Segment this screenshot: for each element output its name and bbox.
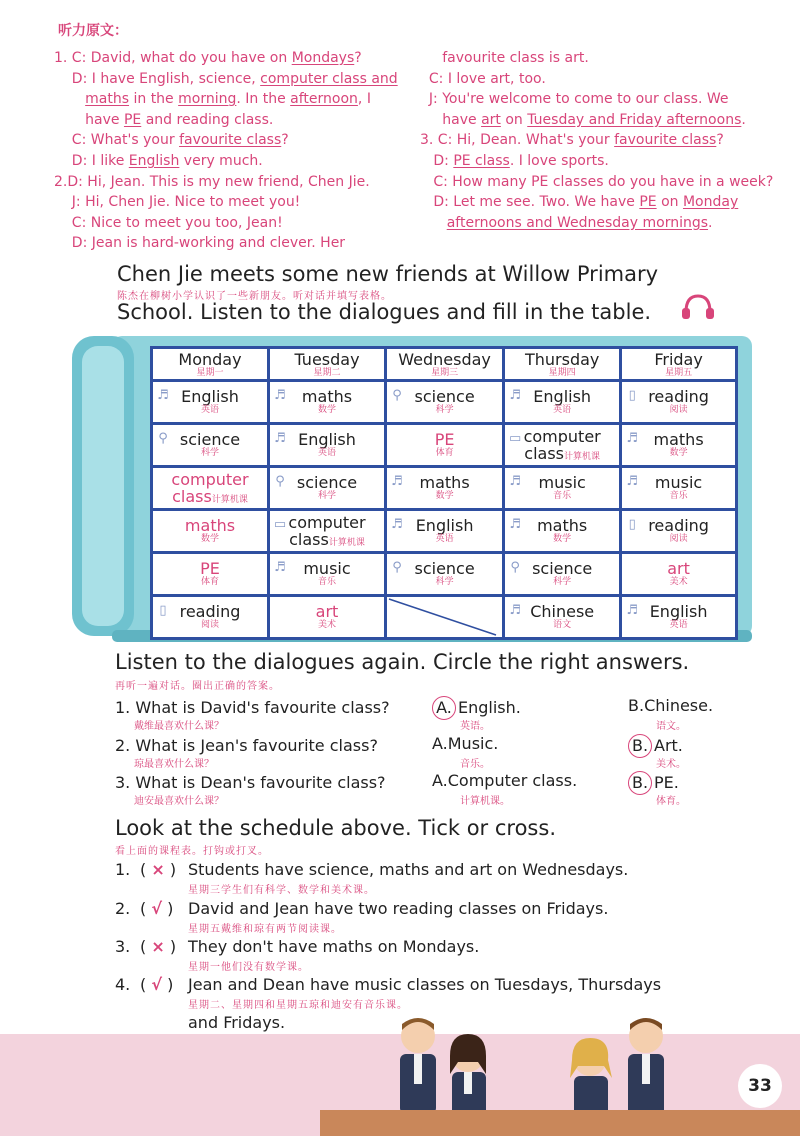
section2-chinese-instruction: 再听一遍对话。圈出正确的答案。 <box>115 681 280 692</box>
transcript-answer-underlined: art <box>481 111 501 128</box>
subject-name-chinese: 英语 <box>200 405 219 415</box>
subject-icon: ♬ <box>509 388 521 403</box>
class-schedule-table <box>150 346 738 640</box>
subject-icon: ⚲ <box>275 474 285 489</box>
subject-name: PE <box>200 559 220 578</box>
subject-icon: ♬ <box>274 388 286 403</box>
subject-icon: ♬ <box>626 603 638 618</box>
subject-icon: ▯ <box>628 517 636 532</box>
subject-name-chinese: 美术 <box>317 620 336 630</box>
class-cell <box>504 424 621 467</box>
transcript-text: C: Nice to meet you too, Jean! <box>54 214 283 231</box>
subject-icon: ♬ <box>509 474 521 489</box>
transcript-text: . I love sports. <box>509 152 609 169</box>
class-cell <box>152 596 269 639</box>
subject-icon: ♬ <box>274 560 286 575</box>
subject-icon: ♬ <box>509 517 521 532</box>
transcript-text: very much. <box>179 152 263 169</box>
statement-number: 3. <box>115 937 131 956</box>
question-chinese: 戴维最喜欢什么课？ <box>134 721 224 732</box>
transcript-line <box>54 172 414 193</box>
option-a[interactable] <box>432 734 498 753</box>
subject-name-line2: class <box>172 486 212 506</box>
subject-name-chinese: 数学 <box>200 534 219 544</box>
subject-icon: ♬ <box>509 603 521 618</box>
transcript-answer-underlined: Monday <box>682 194 739 211</box>
subject-name-chinese: 计算机课 <box>564 451 601 462</box>
subject-name: computer <box>523 426 601 446</box>
transcript-answer-underlined: English <box>128 152 180 169</box>
subject-name: science <box>414 387 475 406</box>
option-a-chinese: 英语。 <box>460 721 490 732</box>
transcript-right-column <box>420 48 790 233</box>
transcript-text: on <box>656 194 683 211</box>
schedule-row <box>152 510 737 553</box>
students-illustration-right <box>560 1014 690 1124</box>
option-b-letter: B. <box>628 696 645 715</box>
transcript-text: 3. C: Hi, Dean. What's your <box>420 132 615 149</box>
subject-name-chinese: 科学 <box>435 405 454 415</box>
subject-name: science <box>414 559 475 578</box>
statement-text: Students have science, maths and art on Wednesdays. <box>188 860 629 879</box>
subject-name-chinese: 阅读 <box>669 405 688 415</box>
bracket-close: ) <box>164 860 177 879</box>
subject-icon: ⚲ <box>392 388 402 403</box>
page-number: 33 <box>738 1064 782 1108</box>
option-b-text: Art. <box>654 736 683 755</box>
subject-name: computer <box>288 512 366 532</box>
subject-icon: ♬ <box>626 431 638 446</box>
option-a-letter: A. <box>432 734 448 753</box>
day-name-chinese: 星期二 <box>313 367 341 378</box>
subject-name-chinese: 英语 <box>553 405 572 415</box>
option-a-chinese: 音乐。 <box>460 759 490 770</box>
statement-text: Jean and Dean have music classes on Tuesdays, Thursdays <box>188 975 662 994</box>
subject-icon: ▯ <box>159 603 167 618</box>
option-a-chinese: 计算机课。 <box>460 796 510 807</box>
empty-cell <box>386 596 504 639</box>
subject-icon: ⚲ <box>158 431 168 446</box>
transcript-line <box>54 69 414 90</box>
day-header <box>504 348 621 381</box>
subject-name-chinese: 阅读 <box>200 620 219 630</box>
schedule-row <box>152 381 737 424</box>
diagonal-line <box>387 597 498 637</box>
transcript-line <box>420 151 790 172</box>
transcript-text: have <box>420 111 482 128</box>
transcript-line <box>420 89 790 110</box>
transcript-line <box>54 48 414 69</box>
transcript-text: . In the <box>236 91 291 108</box>
subject-name: art <box>667 559 690 578</box>
option-b-text: Chinese. <box>644 696 714 715</box>
transcript-answer-underlined: afternoons and Wednesday mornings <box>446 214 709 231</box>
section1-title-line1: Chen Jie meets some new friends at Willow Primary <box>117 262 659 286</box>
transcript-text: have <box>54 111 124 128</box>
subject-name: science <box>179 430 241 449</box>
transcript-text: C: I love art, too. <box>420 70 546 87</box>
day-header <box>269 348 386 381</box>
subject-name: music <box>538 473 586 492</box>
transcript-text: . <box>741 111 746 128</box>
answer-bracket[interactable] <box>140 975 173 994</box>
transcript-text: D: Jean is hard-working and clever. Her <box>54 235 346 252</box>
bracket-open: ( <box>140 937 152 956</box>
transcript-line <box>54 233 414 254</box>
schedule-row <box>152 467 737 510</box>
option-b-chinese: 语文。 <box>656 721 686 732</box>
subject-name-chinese: 科学 <box>200 448 219 458</box>
subject-name: English <box>649 602 708 621</box>
class-cell <box>386 553 504 596</box>
subject-name: English <box>298 430 356 449</box>
schedule-row <box>152 553 737 596</box>
day-name: Thursday <box>524 349 600 369</box>
class-cell <box>386 510 504 553</box>
transcript-text: ? <box>354 50 362 66</box>
class-cell <box>152 553 269 596</box>
subject-name: PE <box>434 430 455 449</box>
transcript-text: D: I have English, science, <box>54 70 261 87</box>
transcript-left-column <box>54 48 414 254</box>
transcript-text: D: I like <box>54 152 129 169</box>
schedule-row <box>152 424 737 467</box>
day-name-chinese: 星期三 <box>431 367 459 378</box>
class-cell <box>152 510 269 553</box>
option-a-text: English. <box>458 698 521 717</box>
transcript-answer-underlined: computer class and <box>260 70 398 87</box>
transcript-line <box>420 213 790 234</box>
day-name: Tuesday <box>294 349 360 369</box>
subject-name-chinese: 英语 <box>317 448 336 458</box>
transcript-line <box>54 89 414 110</box>
transcript-text: on <box>500 111 528 128</box>
transcript-text: ? <box>716 132 724 149</box>
subject-name: reading <box>179 602 241 621</box>
day-name: Wednesday <box>398 349 491 369</box>
statement-number: 1. <box>115 860 131 879</box>
class-cell <box>621 553 737 596</box>
question-text: 2. What is Jean's favourite class? <box>115 736 378 755</box>
option-a-letter: A. <box>432 771 448 790</box>
day-name-chinese: 星期一 <box>196 367 224 378</box>
transcript-answer-underlined: maths <box>85 91 130 108</box>
subject-name: maths <box>419 473 470 492</box>
transcript-title: 听力原文： <box>58 23 128 39</box>
subject-name-chinese: 体育 <box>200 577 219 587</box>
subject-icon: ▭ <box>273 517 287 532</box>
transcript-text: , I <box>357 91 371 108</box>
transcript-text: D: <box>420 152 454 169</box>
class-cell <box>152 381 269 424</box>
subject-name-line2: class <box>289 529 329 549</box>
subject-icon: ♬ <box>157 388 169 403</box>
subject-name: reading <box>648 387 709 406</box>
transcript-line <box>420 69 790 90</box>
option-a-text: Music. <box>447 734 499 753</box>
transcript-answer-underlined: favourite class <box>614 132 717 149</box>
bracket-open: ( <box>140 860 152 879</box>
subject-name: reading <box>648 516 709 535</box>
transcript-line <box>54 110 414 131</box>
transcript-line <box>420 130 790 151</box>
transcript-text: D: Let me see. Two. We have <box>420 194 640 211</box>
option-b-chinese: 美术。 <box>656 759 686 770</box>
class-cell <box>621 596 737 639</box>
option-a[interactable] <box>432 771 577 790</box>
class-cell <box>504 510 621 553</box>
transcript-answer-underlined: morning <box>178 91 237 108</box>
class-cell <box>269 596 386 639</box>
subject-name: science <box>296 473 358 492</box>
schedule-row <box>152 596 737 639</box>
subject-name-chinese: 音乐 <box>669 491 688 501</box>
subject-name-chinese: 数学 <box>553 534 572 544</box>
subject-name-chinese: 体育 <box>435 448 454 458</box>
transcript-text: in the <box>129 91 179 108</box>
transcript-answer-underlined: Tuesday and Friday afternoons <box>527 111 742 128</box>
section1-chinese-instruction: 陈杰在柳树小学认识了一些新朋友。听对话并填写表格。 <box>117 291 392 302</box>
transcript-line <box>54 192 414 213</box>
subject-icon: ♬ <box>626 474 638 489</box>
statement-number: 4. <box>115 975 131 994</box>
subject-name-chinese: 数学 <box>317 405 336 415</box>
class-cell <box>269 467 386 510</box>
day-name: Friday <box>654 349 703 369</box>
section2-title: Listen to the dialogues again. Circle the right answers. <box>115 650 690 674</box>
subject-name: Chinese <box>530 602 595 621</box>
answer-mark: × <box>151 937 165 956</box>
statement-chinese: 星期二、星期四和星期五琼和迪安有音乐课。 <box>188 1000 408 1011</box>
subject-name-chinese: 阅读 <box>669 534 688 544</box>
subject-name-chinese: 英语 <box>435 534 454 544</box>
subject-name-chinese: 音乐 <box>317 577 336 587</box>
transcript-line <box>420 172 790 193</box>
subject-name-chinese: 计算机课 <box>211 494 248 505</box>
statement-text: David and Jean have two reading classes on Fridays. <box>188 899 609 918</box>
answer-mark: √ <box>151 899 162 918</box>
subject-name: computer <box>171 469 249 489</box>
class-cell <box>386 381 504 424</box>
subject-name: music <box>303 559 351 578</box>
bracket-open: ( <box>140 975 152 994</box>
subject-name: English <box>181 387 239 406</box>
transcript-line <box>420 192 790 213</box>
answer-bracket[interactable] <box>140 899 173 918</box>
statement-text: They don't have maths on Mondays. <box>188 937 480 956</box>
subject-name-chinese: 英语 <box>669 620 688 630</box>
option-b-text: PE. <box>654 773 679 792</box>
day-name: Monday <box>178 349 242 369</box>
class-cell <box>386 424 504 467</box>
transcript-text: 2.D: Hi, Jean. This is my new friend, Chen Jie. <box>54 173 370 190</box>
subject-icon: ♬ <box>391 517 403 532</box>
option-b-letter: B. <box>628 771 652 795</box>
answer-bracket[interactable] <box>140 860 176 879</box>
transcript-text: 1. C: David, what do you have on <box>54 50 292 66</box>
statement-number: 2. <box>115 899 131 918</box>
transcript-answer-underlined: PE class <box>453 152 510 169</box>
question-chinese: 迪安最喜欢什么课？ <box>134 796 224 807</box>
question-text: 1. What is David's favourite class? <box>115 698 390 717</box>
bracket-open: ( <box>140 899 152 918</box>
subject-name: music <box>654 473 703 492</box>
class-cell <box>152 424 269 467</box>
statement-chinese: 星期一他们没有数学课。 <box>188 962 309 973</box>
bracket-close: ) <box>162 899 174 918</box>
headphones-icon <box>680 290 716 322</box>
option-a-letter: A. <box>432 696 456 720</box>
day-header <box>152 348 269 381</box>
transcript-answer-underlined: Mondays <box>291 50 355 66</box>
subject-name-chinese: 计算机课 <box>328 537 365 548</box>
answer-bracket[interactable] <box>140 937 176 956</box>
class-cell <box>269 381 386 424</box>
subject-name-chinese: 科学 <box>435 577 454 587</box>
class-cell <box>504 467 621 510</box>
class-cell <box>621 381 737 424</box>
subject-icon: ▯ <box>628 388 636 403</box>
transcript-text: J: Hi, Chen Jie. Nice to meet you! <box>54 194 301 211</box>
subject-name-chinese: 科学 <box>553 577 572 587</box>
transcript-line <box>54 151 414 172</box>
transcript-answer-underlined: PE <box>639 194 657 211</box>
class-cell <box>621 467 737 510</box>
section3-title: Look at the schedule above. Tick or cross. <box>115 816 556 840</box>
transcript-text: J: You're welcome to come to our class. We <box>420 91 729 108</box>
day-name-chinese: 星期五 <box>665 367 693 378</box>
transcript-text <box>420 215 447 231</box>
bracket-close: ) <box>162 975 174 994</box>
bracket-close: ) <box>164 937 177 956</box>
option-b[interactable] <box>628 696 713 715</box>
class-cell <box>621 424 737 467</box>
option-b-chinese: 体育。 <box>656 796 686 807</box>
transcript-text: favourite class is art. <box>420 50 589 66</box>
statement-chinese: 星期三学生们有科学、数学和美术课。 <box>188 885 375 896</box>
subject-name-chinese: 语文 <box>553 620 572 630</box>
question-chinese: 琼最喜欢什么课？ <box>134 759 214 770</box>
subject-icon: ⚲ <box>392 560 402 575</box>
subject-name: maths <box>537 516 588 535</box>
students-illustration-left <box>380 1012 510 1122</box>
class-cell <box>621 510 737 553</box>
transcript-text: C: How many PE classes do you have in a week? <box>420 173 774 190</box>
subject-name: English <box>533 387 592 406</box>
subject-name-line2: class <box>524 443 565 463</box>
transcript-text: ? <box>281 132 289 149</box>
subject-icon: ♬ <box>391 474 403 489</box>
transcript-line <box>54 130 414 151</box>
subject-name-chinese: 数学 <box>435 491 454 501</box>
transcript-text: and reading class. <box>141 111 274 128</box>
transcript-text: C: What's your <box>54 132 180 149</box>
class-cell <box>504 553 621 596</box>
class-cell <box>269 553 386 596</box>
option-a-text: Computer class. <box>447 771 578 790</box>
statement-text-line2: and Fridays. <box>188 1013 286 1032</box>
transcript-answer-underlined: PE <box>123 111 142 128</box>
transcript-line <box>420 48 790 69</box>
day-name-chinese: 星期四 <box>548 367 576 378</box>
question-text: 3. What is Dean's favourite class? <box>115 773 386 792</box>
subject-name: maths <box>184 516 236 535</box>
answer-mark: √ <box>151 975 162 994</box>
transcript-text <box>54 91 85 107</box>
section3-chinese-instruction: 看上面的课程表。打钩或打叉。 <box>115 846 269 857</box>
subject-name-chinese: 数学 <box>669 448 688 458</box>
listening-transcript <box>0 0 800 255</box>
class-cell <box>386 467 504 510</box>
transcript-text: . <box>708 214 713 231</box>
subject-icon: ♬ <box>274 431 286 446</box>
subject-name: science <box>532 559 593 578</box>
subject-name: art <box>315 602 339 621</box>
transcript-answer-underlined: favourite class <box>179 132 282 149</box>
day-header <box>621 348 737 381</box>
schedule-header-row <box>152 348 737 381</box>
section1-title-line2: School. Listen to the dialogues and fill in the table. <box>117 300 652 324</box>
desk-illustration <box>320 1110 800 1136</box>
subject-name-chinese: 音乐 <box>553 491 572 501</box>
transcript-line <box>54 213 414 234</box>
subject-name: maths <box>301 387 353 406</box>
subject-name: English <box>415 516 474 535</box>
subject-icon: ⚲ <box>510 560 520 575</box>
subject-name: maths <box>653 430 704 449</box>
subject-icon: ▭ <box>509 431 522 446</box>
statement-chinese: 星期五戴维和琼有两节阅读课。 <box>188 924 342 935</box>
class-cell <box>269 424 386 467</box>
class-cell <box>504 381 621 424</box>
transcript-answer-underlined: afternoon <box>290 91 358 108</box>
class-cell <box>152 467 269 510</box>
subject-name-chinese: 美术 <box>669 577 688 587</box>
class-cell <box>269 510 386 553</box>
day-header <box>386 348 504 381</box>
class-cell <box>504 596 621 639</box>
transcript-line <box>420 110 790 131</box>
answer-mark: × <box>151 860 165 879</box>
subject-name-chinese: 科学 <box>317 491 336 501</box>
option-b-letter: B. <box>628 734 652 758</box>
